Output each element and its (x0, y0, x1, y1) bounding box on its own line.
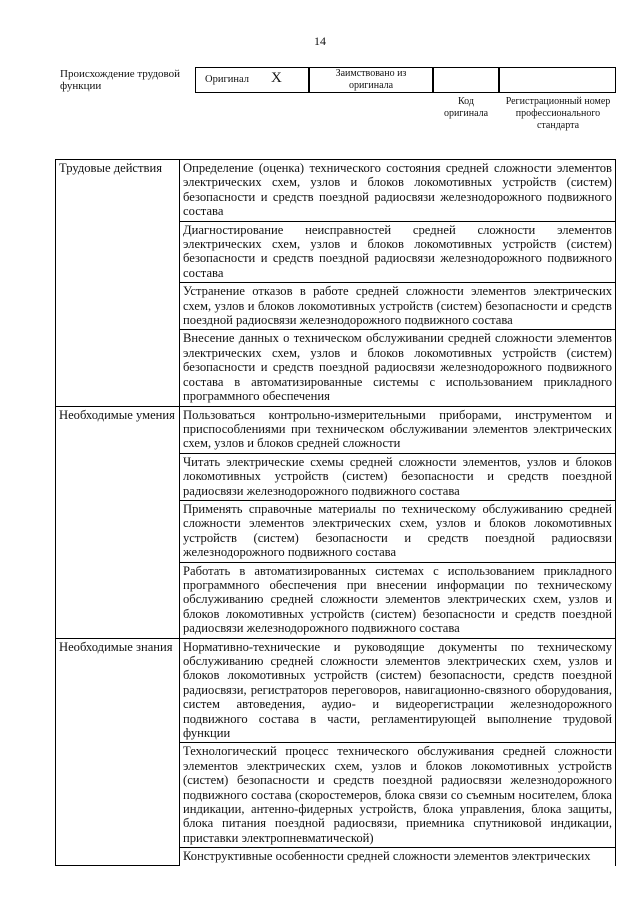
list-item: Работать в автоматизированных системах с использованием прикладного программного обеспечения при внесении информации по техническому обслуживанию средней сложности элементов электрических схем, узлов и блоков локомотивных устройств (систем) безопасности и средств поездной радиосвязи железнодорожного подвижного состава (180, 562, 616, 638)
page-number: 14 (314, 34, 326, 48)
list-item: Читать электрические схемы средней сложности элементов, узлов и блоков локомотивных устройств (систем) безопасности и средств поездной радиосвязи железнодорожного подвижного состава (180, 453, 616, 500)
original-label: Оригинал (205, 74, 249, 85)
borrowed-label: Заимствовано из оригинала (335, 68, 407, 91)
list-item: Конструктивные особенности средней сложности элементов электрических (180, 848, 616, 866)
row-label-knowledge: Необходимые знания (56, 638, 180, 866)
list-item: Применять справочные материалы по техническому обслуживанию средней сложности элементов электрических схем, узлов и блоков локомотивных устройств (систем) безопасности и средств поездной радиосвязи железнодорожного подвижного состава (180, 500, 616, 562)
code-box (433, 67, 499, 93)
list-item: Определение (оценка) технического состояния средней сложности элементов электрических схем, узлов и блоков локомотивных устройств (систем) безопасности и средств поездной радиосвязи железнодорожного подвижного состава (180, 160, 616, 222)
reg-label: Регистрационный номер профессионального стандарта (505, 96, 611, 131)
table-row (56, 638, 616, 743)
reg-box (499, 67, 616, 93)
list-item: Технологический процесс технического обслуживания средней сложности элементов электрических схем, узлов и блоков локомотивных устройств (систем) безопасности и средств поездной радиосвязи железнодорожного подвижного состава (скоростемеров, блока связи со съемным носителем, блока индикации, антенно-фидерных устройств, блока управления, блока защиты, блока питания поездной радиосвязи, приемника спутниковой индикации, приставки электропневматической) (180, 743, 616, 848)
table-row (56, 406, 616, 453)
origin-label: Происхождение трудовой функции (60, 68, 181, 92)
row-label-skills: Необходимые умения (56, 406, 180, 638)
list-item: Пользоваться контрольно-измерительными приборами, инструментом и приспособлениями при техническом обслуживании элементов электрических схем, узлов и блоков средней сложности (180, 406, 616, 453)
list-item: Устранение отказов в работе средней сложности элементов электрических схем, узлов и блоков локомотивных устройств (систем) безопасности и средств поездной радиосвязи железнодорожного подвижного состава (180, 283, 616, 330)
list-item: Нормативно-технические и руководящие документы по техническому обслуживанию средней сложности элементов электрических схем, узлов и блоков локомотивных устройств (систем) безопасности, средств поездной радиосвязи, регистраторов переговоров, навигационно-связного оборудования, систем автоведения, аудио- и видеорегистрации железнодорожного подвижного состава в части, регламентирующей выполнение трудовой функции (180, 638, 616, 743)
row-label-actions: Трудовые действия (56, 160, 180, 407)
function-table (55, 159, 616, 866)
table-row (56, 160, 616, 222)
list-item: Внесение данных о техническом обслуживании средней сложности элементов электрических схем, узлов и блоков локомотивных устройств (систем) безопасности и средств поездной радиосвязи железнодорожного подвижного состава в автоматизированные системы с использованием прикладного программного обеспечения (180, 330, 616, 406)
original-mark: X (271, 70, 282, 86)
code-label: Код оригинала (443, 96, 489, 119)
list-item: Диагностирование неисправностей средней сложности элементов электрических схем, узлов и блоков локомотивных устройств (систем) безопасности и средств поездной радиосвязи железнодорожного подвижного состава (180, 221, 616, 283)
